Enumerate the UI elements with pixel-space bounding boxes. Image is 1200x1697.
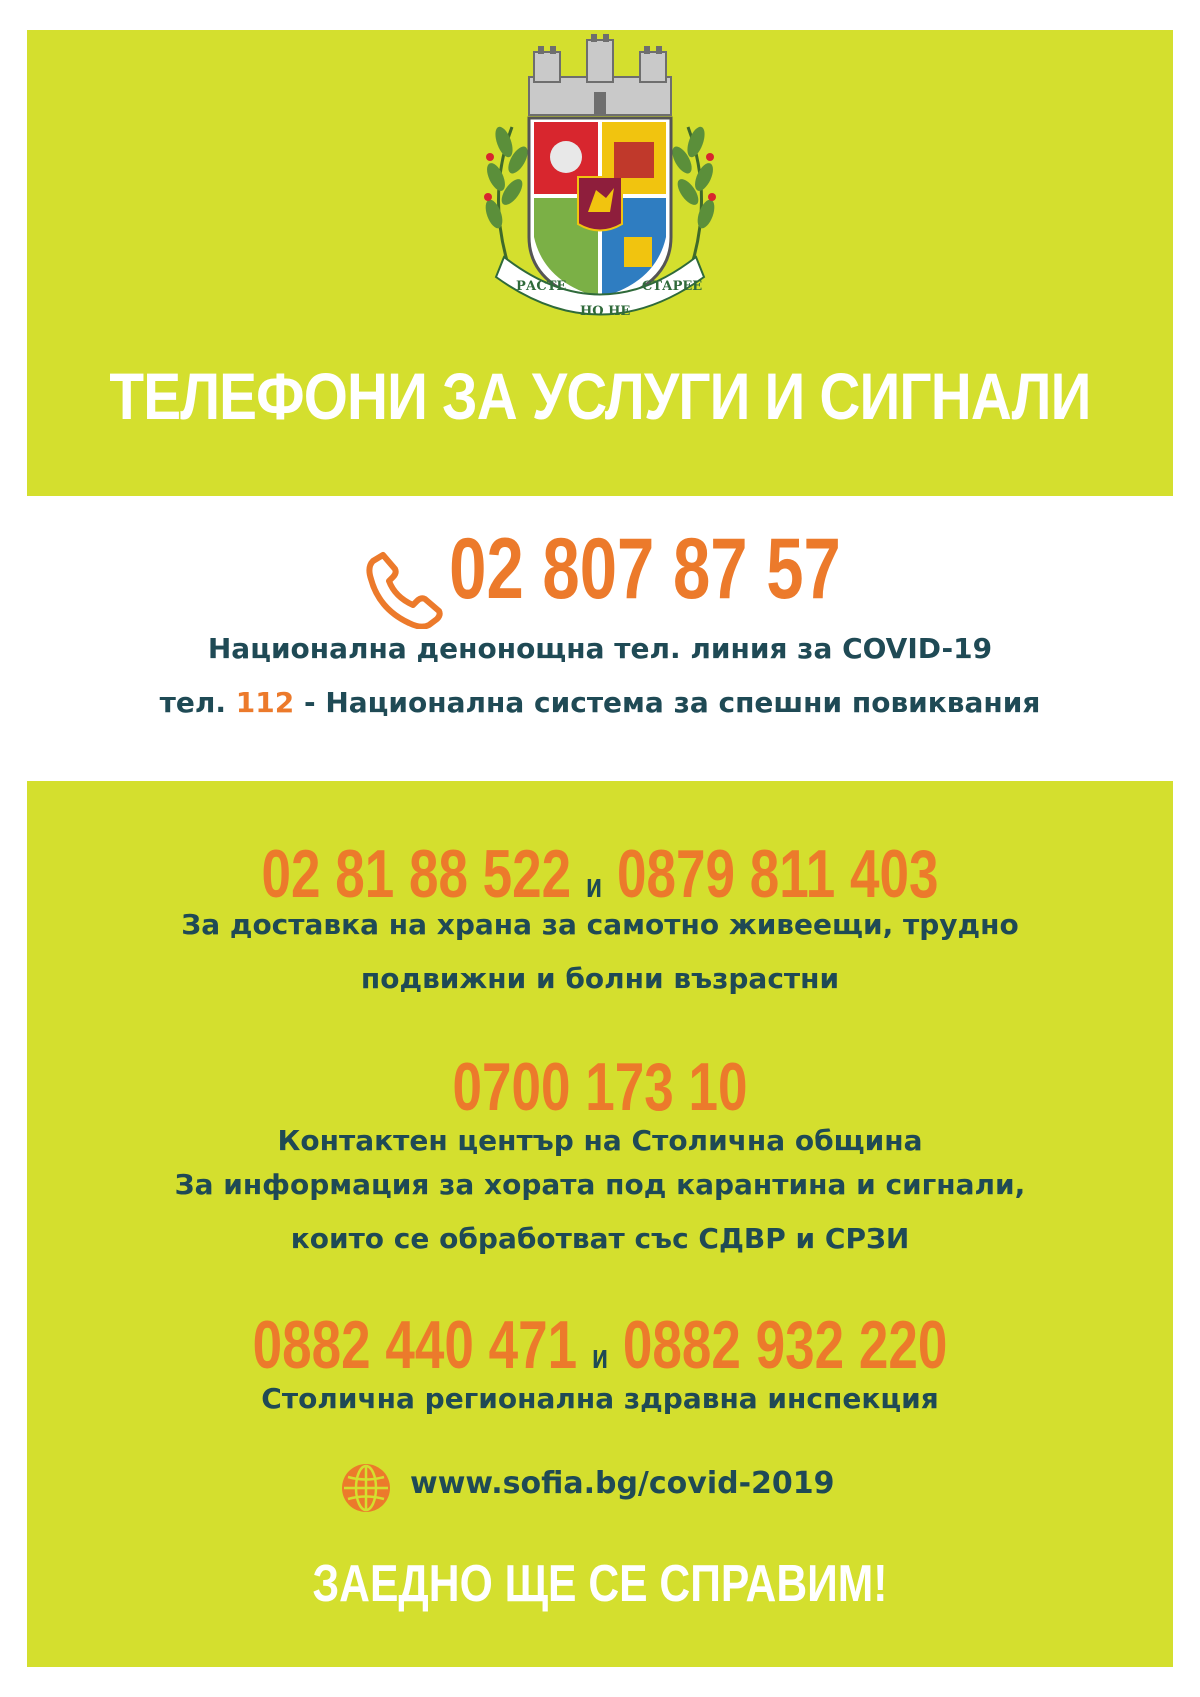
svg-text:РАСТЕ: РАСТЕ (516, 279, 567, 294)
svg-text:НО НЕ: НО НЕ (580, 304, 631, 319)
sofia-coat-of-arms (474, 32, 726, 327)
conjunction: и (591, 1338, 609, 1376)
food-delivery-numbers (132, 835, 1068, 913)
food-delivery-line-1: За доставка на храна за самотно живеещи, трудно (181, 908, 1019, 941)
food-delivery-number-a: 02 81 88 522 (261, 836, 572, 912)
emergency-number: 112 (235, 686, 295, 719)
health-inspection-number-b: 0882 932 220 (622, 1307, 948, 1383)
page-title: ТЕЛЕФОНИ ЗА УСЛУГИ И СИГНАЛИ (109, 359, 1091, 433)
health-inspection-number-a: 0882 440 471 (252, 1307, 578, 1383)
globe-icon (340, 1462, 392, 1514)
website-link[interactable]: www.sofia.bg/covid-2019 (410, 1466, 835, 1501)
contact-center-line-3: които се обработват със СДВР и СРЗИ (290, 1222, 910, 1255)
conjunction: и (585, 867, 603, 905)
hotline-number: 02 807 87 57 (449, 521, 841, 617)
contact-center-line-1: Контактен център на Столична община (277, 1124, 923, 1157)
health-inspection-numbers (132, 1306, 1068, 1384)
hotline-description: Национална денонощна тел. линия за COVID-19 (207, 632, 993, 665)
contact-center-line-2: За информация за хората под карантина и сигнали, (174, 1168, 1026, 1201)
contact-center-number: 0700 173 10 (452, 1049, 748, 1125)
slogan: ЗАЕДНО ЩЕ СЕ СПРАВИМ! (312, 1555, 888, 1613)
emergency-suffix: - Национална система за спешни повиквания (294, 686, 1041, 719)
food-delivery-line-2: подвижни и болни възрастни (360, 962, 840, 995)
emergency-prefix: тел. (159, 686, 236, 719)
food-delivery-number-b: 0879 811 403 (616, 836, 939, 912)
emergency-line (0, 686, 1200, 719)
svg-text:СТАРЕЕ: СТАРЕЕ (642, 279, 703, 294)
health-inspection-line: Столична регионална здравна инспекция (261, 1382, 939, 1415)
